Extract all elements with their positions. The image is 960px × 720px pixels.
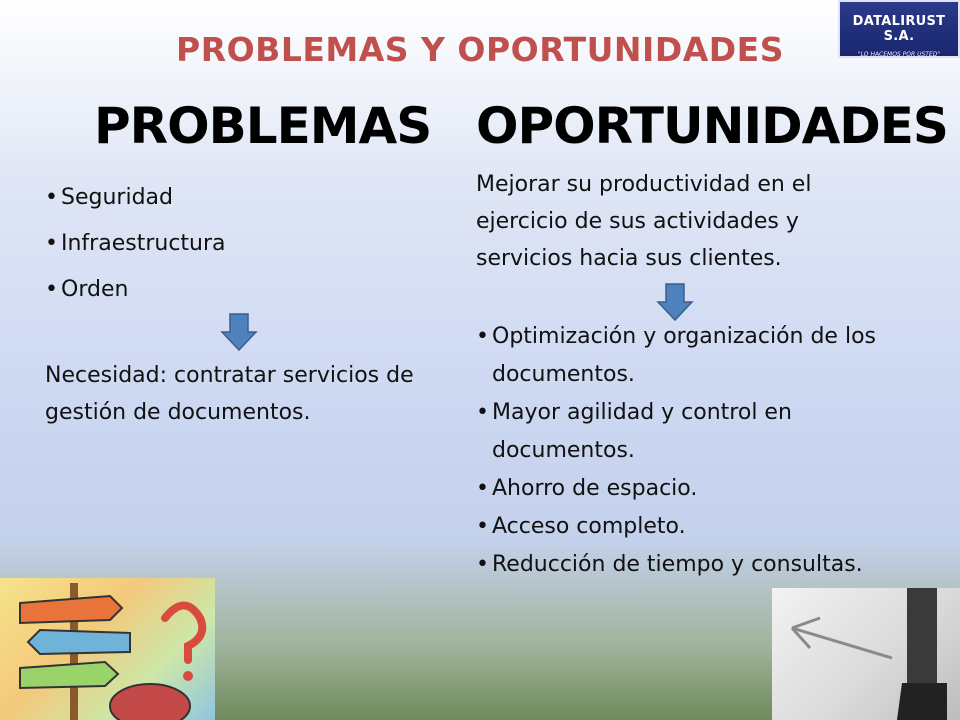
opportunities-heading: OPORTUNIDADES bbox=[476, 97, 948, 155]
problems-heading: PROBLEMAS bbox=[94, 97, 432, 155]
opportunity-item bbox=[476, 318, 936, 394]
company-logo bbox=[838, 0, 960, 58]
opportunity-item bbox=[476, 508, 936, 546]
signpost-illustration bbox=[0, 578, 215, 720]
opportunity-item bbox=[476, 546, 936, 584]
opportunity-item bbox=[476, 394, 936, 470]
opportunity-paragraph: Mejorar su productividad en el ejercicio de sus actividades y servicios hacia sus clientes. bbox=[476, 172, 812, 271]
opportunity-item bbox=[476, 470, 936, 508]
down-arrow-icon bbox=[220, 312, 258, 352]
need-paragraph: Necesidad: contratar servicios de gestión de documentos. bbox=[45, 363, 414, 425]
opportunity-text: Optimización y organización de los documentos. bbox=[492, 324, 876, 387]
arrow-drawing-photo bbox=[772, 588, 960, 720]
opportunity-text: Reducción de tiempo y consultas. bbox=[492, 552, 863, 577]
slide-title: PROBLEMAS Y OPORTUNIDADES bbox=[176, 30, 784, 69]
logo-slogan: "LO HACEMOS POR USTED" bbox=[857, 51, 941, 58]
opportunity-text: Mayor agilidad y control en documentos. bbox=[492, 400, 792, 463]
problems-list bbox=[45, 175, 226, 313]
problem-item: • Orden bbox=[45, 267, 226, 313]
down-arrow-icon bbox=[656, 282, 694, 322]
opportunity-text: Acceso completo. bbox=[492, 514, 686, 539]
problem-item: • Seguridad bbox=[45, 175, 226, 221]
logo-name: DATALIRUST S.A. bbox=[852, 14, 946, 44]
opportunity-text: Ahorro de espacio. bbox=[492, 476, 698, 501]
opportunities-list bbox=[476, 318, 936, 584]
problem-item: • Infraestructura bbox=[45, 221, 226, 267]
